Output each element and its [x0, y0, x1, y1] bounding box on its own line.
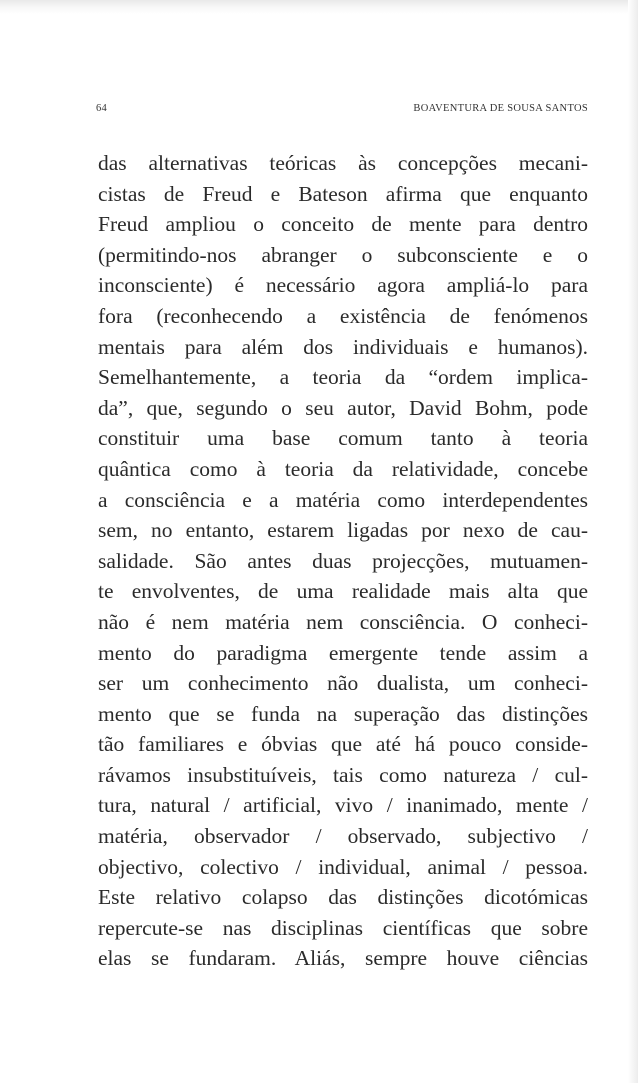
text-line: rávamos insubstituíveis, tais como natureza / cul- [98, 762, 588, 787]
text-line: objectivo, colectivo / individual, animal / pessoa. [98, 854, 588, 879]
page-number: 64 [96, 103, 107, 114]
text-line: não é nem matéria nem consciência. O conheci- [98, 609, 588, 634]
running-title: BOAVENTURA DE SOUSA SANTOS [413, 103, 588, 114]
text-line: mento que se funda na superação das distinções [98, 701, 588, 726]
text-line: Este relativo colapso das distinções dicotómicas [98, 885, 588, 910]
text-line: te envolventes, de uma realidade mais alta que [98, 579, 588, 604]
scan-shadow-top [0, 0, 638, 14]
running-header [96, 103, 588, 119]
text-line: da”, que, segundo o seu autor, David Bohm, pode [98, 395, 588, 420]
text-line: tão familiares e óbvias que até há pouco conside- [98, 732, 588, 757]
text-line: constituir uma base comum tanto à teoria [98, 426, 588, 451]
scan-shadow-right [628, 0, 638, 1083]
text-line: quântica como à teoria da relatividade, concebe [98, 456, 588, 481]
text-line: Semelhantemente, a teoria da “ordem implica- [98, 365, 588, 390]
text-line: fora (reconhecendo a existência de fenómenos [98, 303, 588, 328]
text-line: mentais para além dos individuais e humanos). [98, 334, 588, 359]
body-text [98, 148, 588, 974]
text-line: das alternativas teóricas às concepções mecani- [98, 151, 588, 175]
text-line: repercute-se nas disciplinas científicas que sobre [98, 915, 588, 940]
text-line: matéria, observador / observado, subjectivo / [98, 824, 588, 849]
text-line: inconsciente) é necessário agora ampliá-lo para [98, 273, 588, 298]
text-line: a consciência e a matéria como interdependentes [98, 487, 588, 512]
text-line: sem, no entanto, estarem ligadas por nexo de cau- [98, 518, 588, 543]
text-line: Freud ampliou o conceito de mente para dentro [98, 212, 588, 237]
text-line: elas se fundaram. Aliás, sempre houve ciências [98, 946, 588, 971]
text-line: tura, natural / artificial, vivo / inanimado, mente / [98, 793, 588, 818]
text-line: salidade. São antes duas projecções, mutuamen- [98, 548, 588, 573]
text-line: (permitindo-nos abranger o subconsciente e o [98, 242, 588, 267]
text-line: mento do paradigma emergente tende assim a [98, 640, 588, 665]
text-line: ser um conhecimento não dualista, um conheci- [98, 671, 588, 696]
text-line: cistas de Freud e Bateson afirma que enquanto [98, 181, 588, 206]
